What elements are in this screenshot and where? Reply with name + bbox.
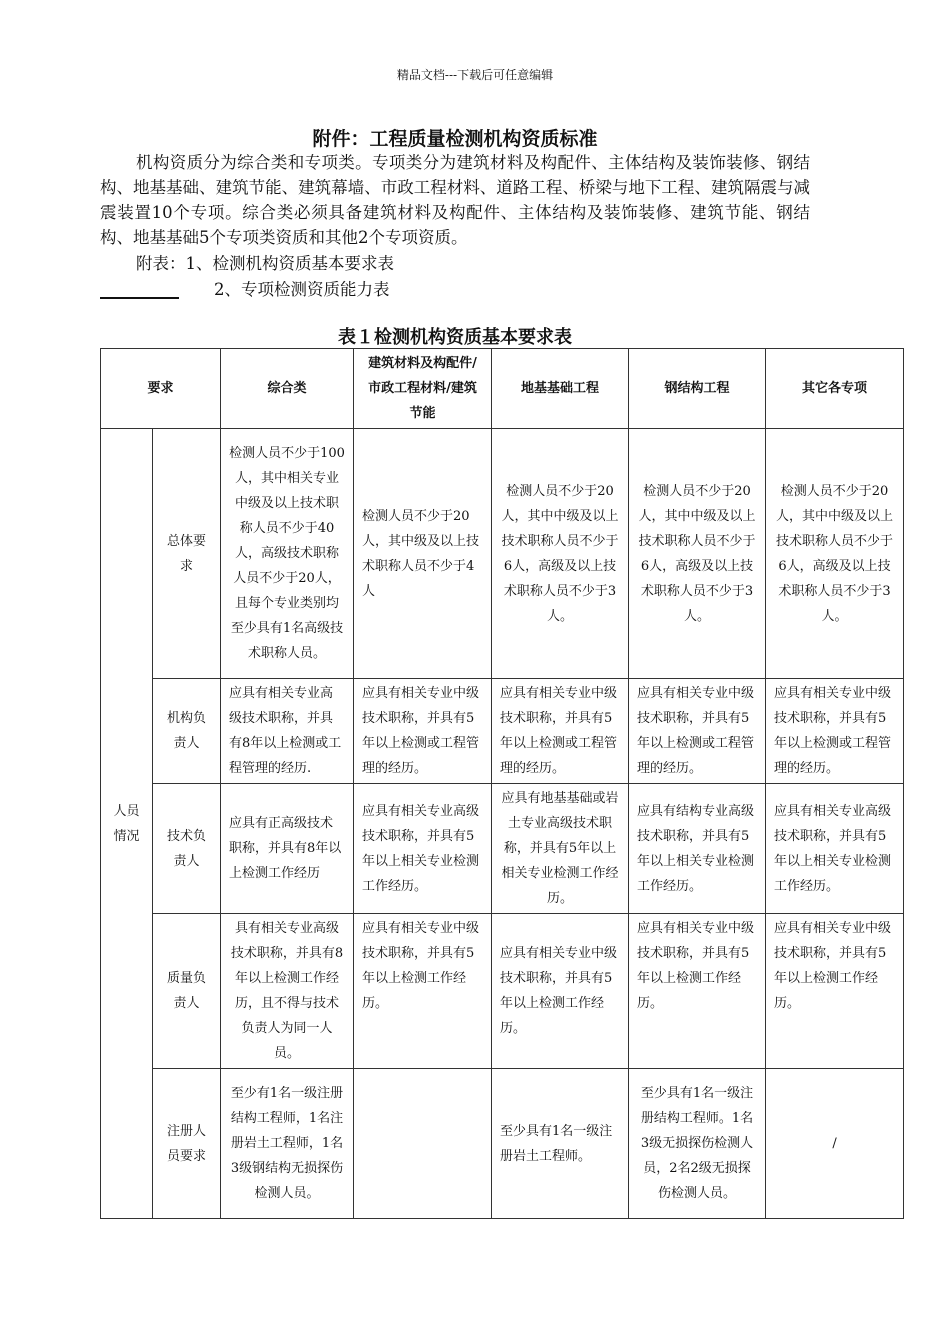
table-cell: 检测人员不少于20人，其中中级及以上技术职称人员不少于6人，高级及以上技术职称人员不少于3人。 — [492, 429, 629, 679]
table-cell: 应具有相关专业中级技术职称，并具有5年以上检测或工程管理的经历。 — [354, 679, 492, 784]
table-cell: 应具有相关专业中级技术职称，并具有5年以上检测工作经历。 — [492, 914, 629, 1069]
table-cell: 应具有相关专业中级技术职称，并具有5年以上检测或工程管理的经历。 — [492, 679, 629, 784]
header-note: 精品文档---下载后可任意编辑 — [396, 68, 554, 82]
table-cell: 应具有相关专业高级技术职称，并具有5年以上相关专业检测工作经历。 — [354, 784, 492, 914]
header-cell: 其它各专项 — [766, 349, 904, 429]
table-cell: 检测人员不少于20人，其中级及以上技术职称人员不少于4人 — [354, 429, 492, 679]
table-cell: 应具有相关专业中级技术职称，并具有5年以上检测工作经历。 — [629, 914, 766, 1069]
table-cell — [354, 1069, 492, 1219]
table-row — [101, 914, 904, 1069]
header-cell: 建筑材料及构配件/市政工程材料/建筑节能 — [354, 349, 492, 429]
table-header-row — [101, 349, 904, 429]
table-row — [101, 784, 904, 914]
requirements-table — [100, 348, 904, 1219]
document-title: 附件：工程质量检测机构资质标准 — [312, 128, 598, 150]
table-cell: 至少有1名一级注册结构工程师，1名注册岩土工程师，1名3级钢结构无损探伤检测人员。 — [221, 1069, 354, 1219]
row-label-cell: 注册人员要求 — [153, 1069, 221, 1219]
table-cell: 应具有相关专业高级技术职称，并具有5年以上相关专业检测工作经历。 — [766, 784, 904, 914]
intro-paragraph: 机构资质分为综合类和专项类。专项类分为建筑材料及构配件、主体结构及装饰装修、钢结构、地基基础、建筑节能、建筑幕墙、市政工程材料、道路工程、桥梁与地下工程、建筑隔震与减震装置10个专项。综合类必须具备建筑材料及构配件、主体结构及装饰装修、建筑节能、钢结构、地基基础5个专项类资质和其他2个专项资质。 — [100, 153, 810, 247]
table-cell: 具有相关专业高级技术职称，并具有8年以上检测工作经历，且不得与技术负责人为同一人员。 — [221, 914, 354, 1069]
table-cell: 至少具有1名一级注册结构工程师。1名3级无损探伤检测人员，2名2级无损探伤检测人员。 — [629, 1069, 766, 1219]
annex-item-2: 2、专项检测资质能力表 — [214, 280, 390, 299]
header-cell: 钢结构工程 — [629, 349, 766, 429]
group-label-cell: 人员情况 — [101, 429, 153, 1219]
table-cell: 应具有结构专业高级技术职称，并具有5年以上相关专业检测工作经历。 — [629, 784, 766, 914]
header-cell: 地基基础工程 — [492, 349, 629, 429]
table-cell: 应具有相关专业高级技术职称，并具有8年以上检测或工程管理的经历. — [221, 679, 354, 784]
table-cell: 检测人员不少于100人，其中相关专业中级及以上技术职称人员不少于40人，高级技术职称人员不少于20人，且每个专业类别均至少具有1名高级技术职称人员。 — [221, 429, 354, 679]
header-cell: 要求 — [101, 349, 221, 429]
annex-underline — [100, 297, 179, 299]
annex-item-1: 附表：1、检测机构资质基本要求表 — [136, 254, 394, 273]
table-cell: 检测人员不少于20人，其中中级及以上技术职称人员不少于6人，高级及以上技术职称人员不少于3人。 — [629, 429, 766, 679]
table-cell: / — [766, 1069, 904, 1219]
header-cell: 综合类 — [221, 349, 354, 429]
row-label-cell: 质量负责人 — [153, 914, 221, 1069]
table-cell: 应具有正高级技术职称，并具有8年以上检测工作经历 — [221, 784, 354, 914]
table-cell: 应具有相关专业中级技术职称，并具有5年以上检测工作经历。 — [766, 914, 904, 1069]
table-cell: 应具有地基基础或岩土专业高级技术职称，并具有5年以上相关专业检测工作经历。 — [492, 784, 629, 914]
table-title: 表１检测机构资质基本要求表 — [338, 327, 572, 348]
row-label-cell: 技术负责人 — [153, 784, 221, 914]
row-label-cell: 总体要求 — [153, 429, 221, 679]
table-row — [101, 679, 904, 784]
table-row — [101, 429, 904, 679]
table-cell: 应具有相关专业中级技术职称，并具有5年以上检测或工程管理的经历。 — [629, 679, 766, 784]
table-cell: 至少具有1名一级注册岩土工程师。 — [492, 1069, 629, 1219]
table-cell: 应具有相关专业中级技术职称，并具有5年以上检测或工程管理的经历。 — [766, 679, 904, 784]
table-row — [101, 1069, 904, 1219]
row-label-cell: 机构负责人 — [153, 679, 221, 784]
table-cell: 应具有相关专业中级技术职称，并具有5年以上检测工作经历。 — [354, 914, 492, 1069]
table-cell: 检测人员不少于20人，其中中级及以上技术职称人员不少于6人，高级及以上技术职称人员不少于3人。 — [766, 429, 904, 679]
